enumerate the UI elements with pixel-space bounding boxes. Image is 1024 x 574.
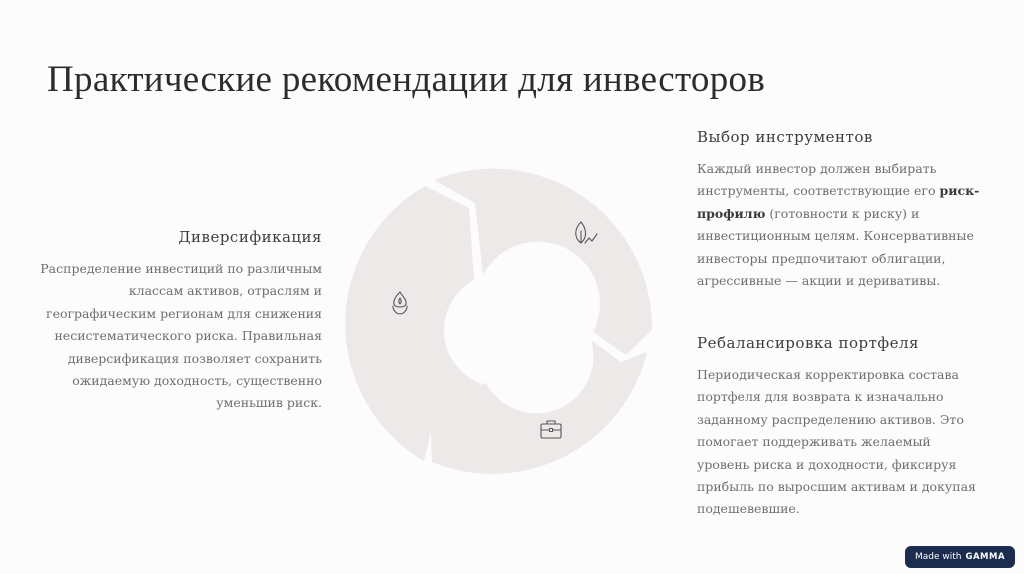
rebalancing-heading: Ребалансировка портфеля <box>697 334 920 352</box>
made-with-gamma-badge[interactable] <box>905 546 1015 568</box>
rebalancing-text: Периодическая корректировка состава портфеля для возврата к изначально заданному распределению активов. Это помогает поддерживать желаемый уровень риска и доходности, фиксируя прибыль по выросшим активам и докупая подешевевшие. <box>697 367 976 517</box>
page-title: Практические рекомендации для инвесторов <box>47 59 766 100</box>
instruments-text-bold: риск-профилю <box>697 183 980 221</box>
instruments-text-after: (готовности к риску) и инвестиционным целям. Консервативные инвесторы предпочитают облигации, агрессивные — акции и деривативы. <box>697 205 974 289</box>
instruments-text-before: Каждый инвестор должен выбирать инструменты, соответствующие его <box>697 161 940 199</box>
diversification-text: Распределение инвестиций по различным классам активов, отраслям и географическим регионам для снижения несистематического риска. Правильная диверсификация позволяет сохранить ожидаемую доходность, существенно уменьшив риск. <box>40 261 322 411</box>
diversification-heading: Диверсификация <box>178 228 322 246</box>
instruments-heading: Выбор инструментов <box>697 128 873 146</box>
badge-prefix: Made with <box>914 552 962 562</box>
cycle-segment-rebalancing <box>430 340 647 474</box>
badge-brand: GAMMA <box>965 552 1006 562</box>
